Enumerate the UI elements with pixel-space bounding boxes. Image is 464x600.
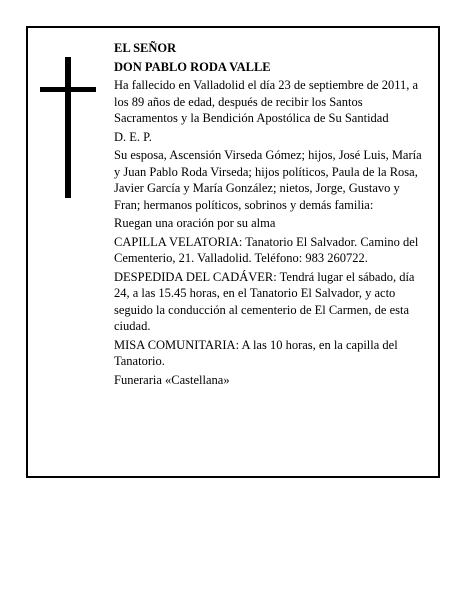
prayer-text: Ruegan una oración por su alma <box>114 216 276 230</box>
obituary-text <box>114 40 424 390</box>
family-text: Su esposa, Ascensión Virseda Gómez; hijos, José Luis, María y Juan Pablo Roda Virseda; hijos políticos, Paula de la Rosa, Javier García y María González; nietos, Jorge, Gustavo y Fran; hermanos políticos, sobrinos y demás familia: <box>114 148 422 212</box>
chapel-text: CAPILLA VELATORIA: Tanatorio El Salvador. Camino del Cementerio, 21. Valladolid. Teléfono: 983 260722. <box>114 234 419 265</box>
announcement-text: Ha fallecido en Valladolid el día 23 de septiembre de 2011, a los 89 años de edad, después de recibir los Santos Sacramentos y la Bendición Apostólica de Su Santidad <box>114 78 419 125</box>
funeral-home-text: Funeraria «Castellana» <box>114 372 230 387</box>
cross-icon <box>65 57 71 198</box>
obituary-frame <box>26 26 440 478</box>
heading-title: EL SEÑOR <box>114 41 177 55</box>
deceased-name: DON PABLO RODA VALLE <box>114 59 271 74</box>
farewell-text: DESPEDIDA DEL CADÁVER: Tendrá lugar el sábado, día 24, a las 15.45 horas, en el Tanatorio El Salvador, y acto seguido la conducción al cementerio de El Carmen, de esta ciudad. <box>114 269 415 333</box>
cross-icon-bar <box>40 87 96 92</box>
mass-text: MISA COMUNITARIA: A las 10 horas, en la capilla del Tanatorio. <box>114 337 398 368</box>
rip-text: D. E. P. <box>114 129 152 144</box>
